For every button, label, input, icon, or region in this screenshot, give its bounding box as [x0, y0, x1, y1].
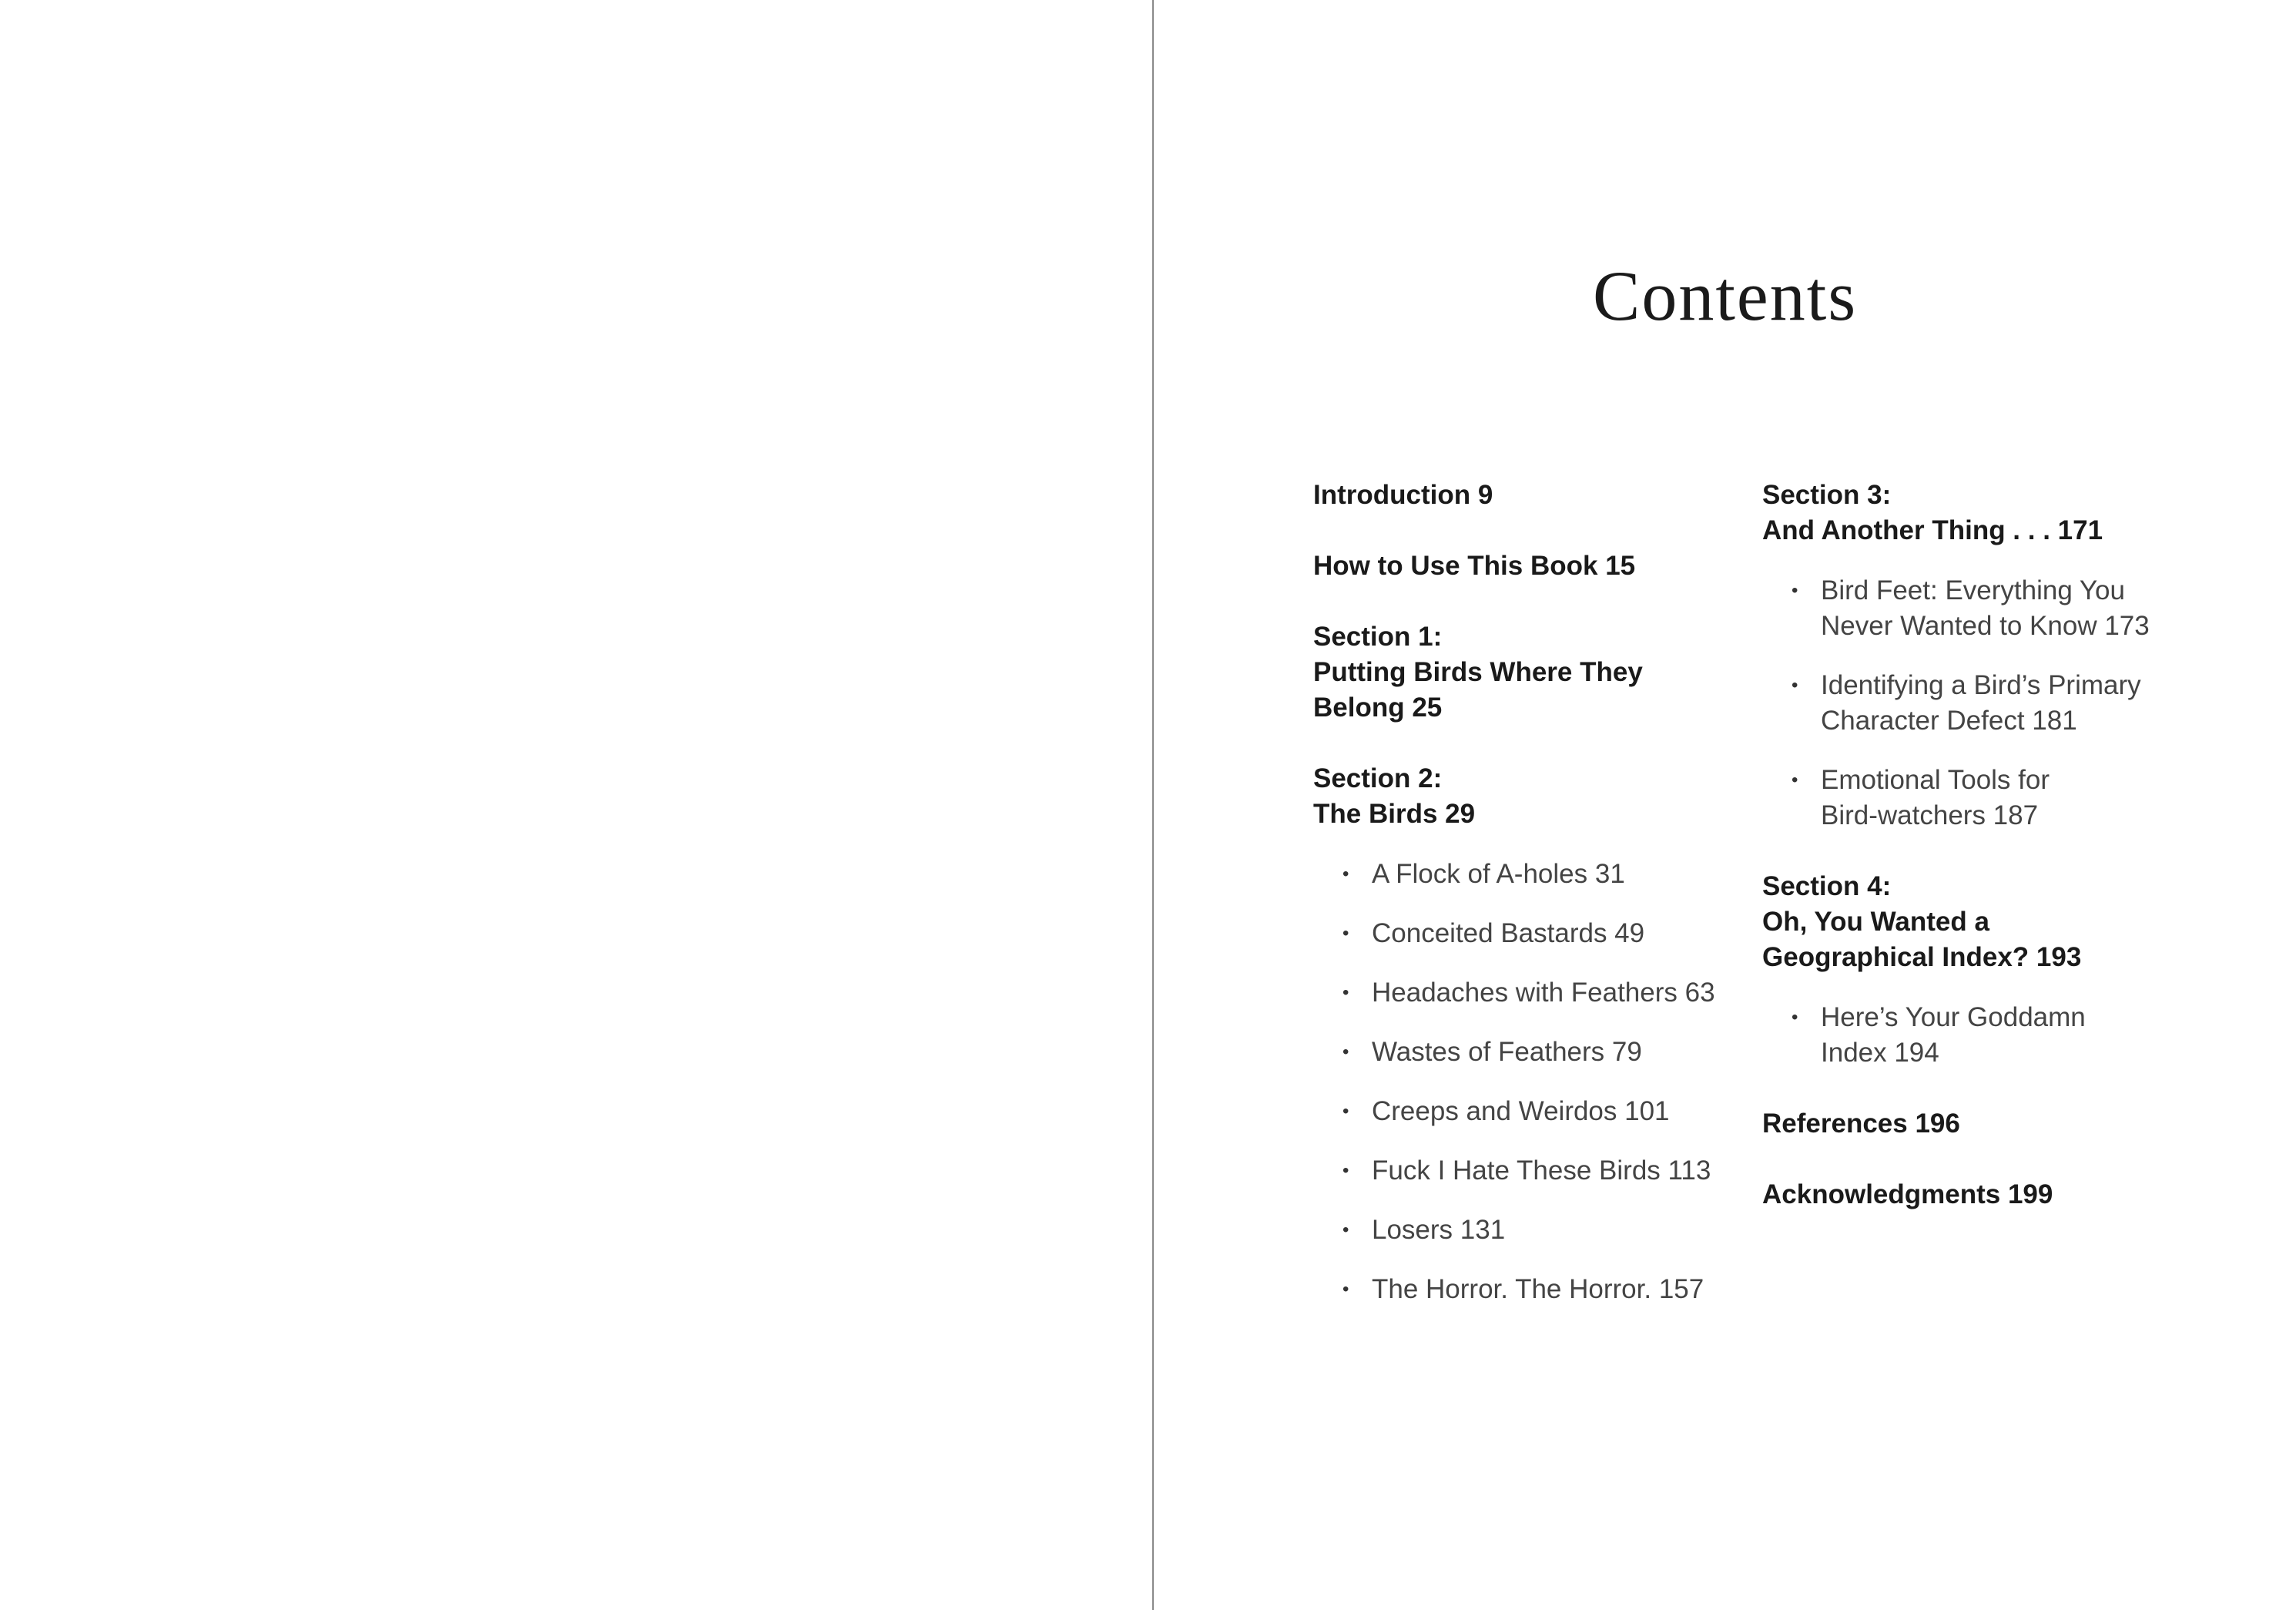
- toc-subentry-horror[interactable]: [1313, 1272, 1745, 1307]
- toc-entry-line: Introduction 9: [1313, 480, 1493, 510]
- toc-subentry-line: Bird Feet: Everything You: [1821, 575, 2125, 605]
- bullet-icon: •: [1792, 675, 1798, 696]
- bullet-icon: •: [1342, 1041, 1349, 1062]
- toc-entry-line: How to Use This Book 15: [1313, 551, 1636, 581]
- toc-entry-line: Belong 25: [1313, 693, 1443, 723]
- toc-subentry-headaches[interactable]: [1313, 975, 1745, 1011]
- toc-subentry-line: A Flock of A-holes 31: [1372, 859, 1625, 889]
- toc-subentry-line: Fuck I Hate These Birds 113: [1372, 1156, 1711, 1186]
- toc-entry-line: Section 1:: [1313, 622, 1443, 652]
- section-3-sublist: [1762, 573, 2194, 834]
- toc-subentry-emotional-tools[interactable]: [1762, 763, 2194, 834]
- toc-subentry-hate[interactable]: [1313, 1153, 1745, 1189]
- toc-subentry-line: Losers 131: [1372, 1215, 1506, 1245]
- toc-subentry-flock[interactable]: [1313, 857, 1745, 892]
- toc-subentry-line: Conceited Bastards 49: [1372, 918, 1645, 948]
- bullet-icon: •: [1342, 1279, 1349, 1300]
- toc-subentry-line: Wastes of Feathers 79: [1372, 1037, 1642, 1067]
- toc-subentry-line: Never Wanted to Know 173: [1821, 611, 2150, 641]
- toc-subentry-bird-feet[interactable]: [1762, 573, 2194, 644]
- toc-entry-line: Section 3:: [1762, 480, 1892, 510]
- toc-entry-line: Section 2:: [1313, 763, 1443, 793]
- toc-entry-section-4[interactable]: [1762, 869, 2194, 975]
- toc-entry-line: Oh, You Wanted a: [1762, 907, 1989, 937]
- toc-subentry-line: The Horror. The Horror. 157: [1372, 1274, 1704, 1304]
- toc-entry-section-1[interactable]: [1313, 619, 1745, 726]
- toc-entry-how-to-use[interactable]: [1313, 548, 1745, 584]
- toc-entry-section-2[interactable]: [1313, 761, 1745, 832]
- bullet-icon: •: [1342, 864, 1349, 884]
- toc-entry-section-3[interactable]: [1762, 478, 2194, 548]
- toc-entry-line: And Another Thing . . . 171: [1762, 515, 2103, 545]
- toc-entry-line: References 196: [1762, 1109, 1960, 1139]
- bullet-icon: •: [1342, 1101, 1349, 1122]
- toc-entry-line: Section 4:: [1762, 871, 1892, 901]
- contents-page: [1154, 0, 2296, 1610]
- toc-subentry-line: Bird-watchers 187: [1821, 800, 2039, 830]
- toc-subentry-line: Headaches with Feathers 63: [1372, 978, 1715, 1008]
- toc-column-left: [1313, 478, 1745, 1343]
- bullet-icon: •: [1342, 923, 1349, 944]
- toc-entry-introduction[interactable]: [1313, 478, 1745, 513]
- toc-subentry-conceited[interactable]: [1313, 916, 1745, 951]
- toc-subentry-losers[interactable]: [1313, 1213, 1745, 1248]
- page-title: Contents: [1593, 257, 1858, 335]
- toc-entry-line: Geographical Index? 193: [1762, 942, 2082, 972]
- toc-entry-acknowledgments[interactable]: [1762, 1177, 2194, 1213]
- bullet-icon: •: [1342, 982, 1349, 1003]
- toc-subentry-line: Identifying a Bird’s Primary: [1821, 670, 2141, 700]
- bullet-icon: •: [1342, 1160, 1349, 1181]
- section-2-sublist: [1313, 857, 1745, 1307]
- toc-column-right: [1762, 478, 2194, 1248]
- toc-entry-line: The Birds 29: [1313, 799, 1476, 829]
- toc-subentry-line: Creeps and Weirdos 101: [1372, 1096, 1670, 1126]
- section-4-sublist: [1762, 1000, 2194, 1071]
- bullet-icon: •: [1792, 1007, 1798, 1028]
- toc-subentry-line: Emotional Tools for: [1821, 765, 2050, 795]
- toc-subentry-index[interactable]: [1762, 1000, 2194, 1071]
- toc-subentry-character-defect[interactable]: [1762, 668, 2194, 739]
- bullet-icon: •: [1792, 580, 1798, 601]
- bullet-icon: •: [1342, 1219, 1349, 1240]
- toc-subentry-wastes[interactable]: [1313, 1035, 1745, 1070]
- toc-subentry-line: Here’s Your Goddamn: [1821, 1002, 2086, 1032]
- bullet-icon: •: [1792, 770, 1798, 790]
- toc-subentry-line: Character Defect 181: [1821, 706, 2077, 736]
- toc-subentry-line: Index 194: [1821, 1038, 1939, 1068]
- toc-entry-references[interactable]: [1762, 1106, 2194, 1142]
- toc-subentry-creeps[interactable]: [1313, 1094, 1745, 1129]
- toc-entry-line: Acknowledgments 199: [1762, 1179, 2053, 1209]
- toc-entry-line: Putting Birds Where They: [1313, 657, 1643, 687]
